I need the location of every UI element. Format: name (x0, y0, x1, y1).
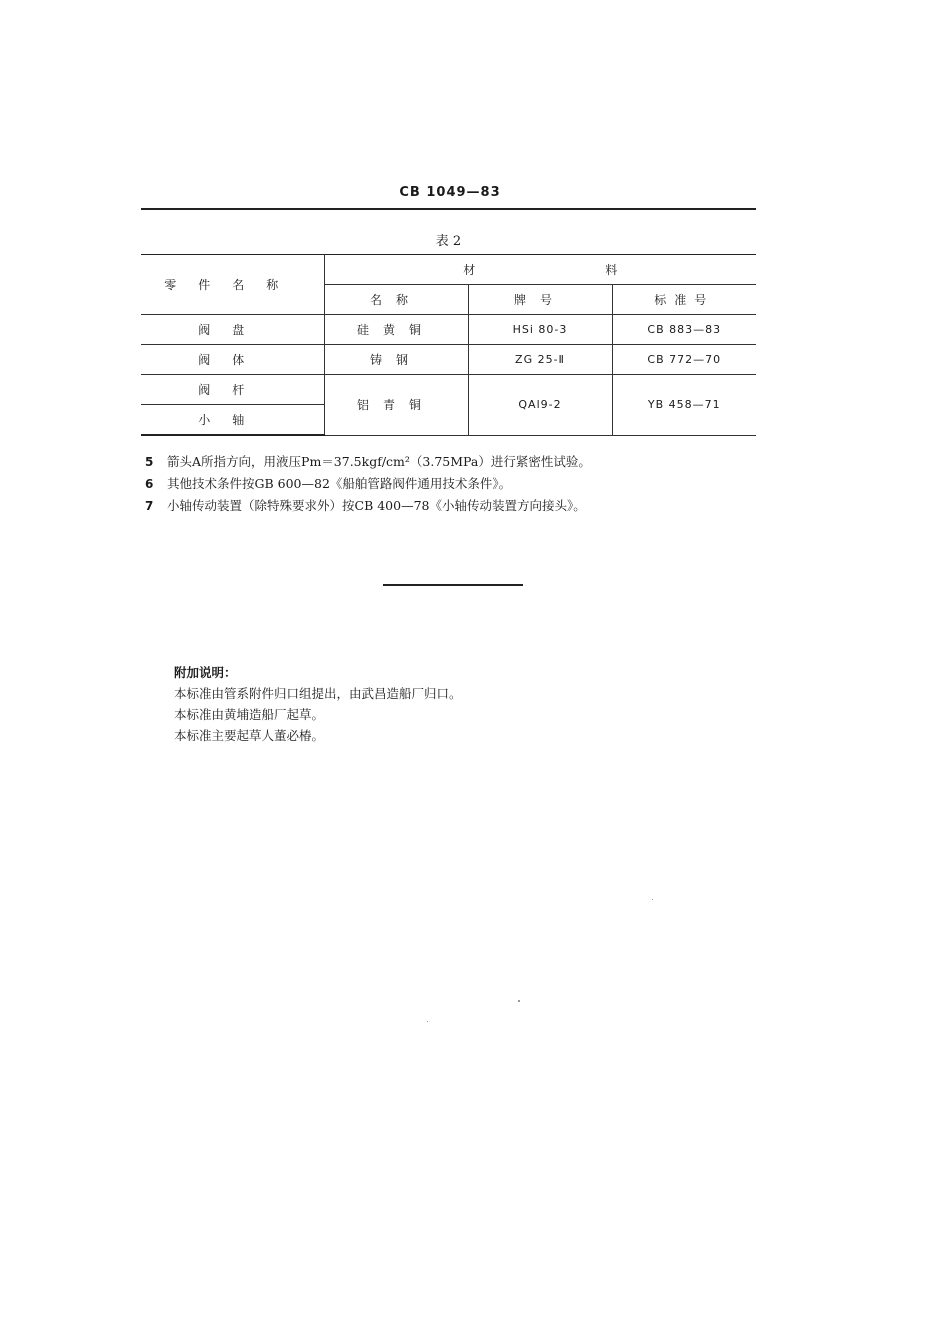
part-cell: 阀体 (141, 345, 324, 375)
scan-speck (518, 1000, 520, 1002)
table-row (141, 375, 756, 405)
list-item (145, 495, 765, 517)
table-row (141, 315, 756, 345)
material-name-cell: 铸钢 (324, 345, 468, 375)
part-cell: 阀盘 (141, 315, 324, 345)
note-text: 其他技术条件按GB 600—82《船舶管路阀件通用技术条件》。 (167, 476, 512, 491)
scan-speck (652, 899, 653, 900)
material-name-cell: 铝青铜 (324, 375, 468, 436)
note-text: 箭头A所指方向，用液压Pm＝37.5kgf/cm²（3.75MPa）进行紧密性试验。 (167, 454, 591, 469)
additional-line: 本标准由黄埔造船厂起草。 (174, 707, 325, 722)
grade-cell: HSi 80-3 (468, 315, 612, 345)
header-standard: 标准号 (612, 285, 756, 315)
header-part-name: 零件名称 (141, 255, 324, 315)
scan-speck (427, 1021, 428, 1022)
part-cell: 小轴 (141, 405, 324, 436)
header-material-name: 名称 (324, 285, 468, 315)
additional-line: 本标准主要起草人董必椿。 (174, 728, 325, 743)
table-caption: 表 2 (435, 234, 462, 249)
grade-cell: ZG 25-Ⅱ (468, 345, 612, 375)
note-number: 6 (145, 477, 154, 491)
note-number: 5 (145, 455, 154, 469)
part-cell: 阀杆 (141, 375, 324, 405)
standard-cell: CB 883—83 (612, 315, 756, 345)
end-rule (383, 584, 523, 586)
note-text: 小轴传动装置（除特殊要求外）按CB 400—78《小轴传动装置方向接头》。 (167, 498, 586, 513)
materials-table (141, 254, 756, 436)
standard-cell: YB 458—71 (612, 375, 756, 436)
additional-line: 本标准由管系附件归口组提出，由武昌造船厂归口。 (174, 686, 462, 701)
note-number: 7 (145, 499, 154, 513)
material-name-cell: 硅黄铜 (324, 315, 468, 345)
header-grade: 牌号 (468, 285, 612, 315)
grade-cell: QAl9-2 (468, 375, 612, 436)
additional-notes (174, 662, 462, 746)
header-rule (141, 208, 756, 210)
technical-notes (145, 451, 765, 517)
list-item (145, 451, 765, 473)
table-row (141, 345, 756, 375)
additional-title: 附加说明： (174, 665, 237, 680)
document-code: CB 1049—83 (399, 185, 501, 200)
header-material: 材料 (324, 255, 756, 285)
list-item (145, 473, 765, 495)
standard-cell: CB 772—70 (612, 345, 756, 375)
